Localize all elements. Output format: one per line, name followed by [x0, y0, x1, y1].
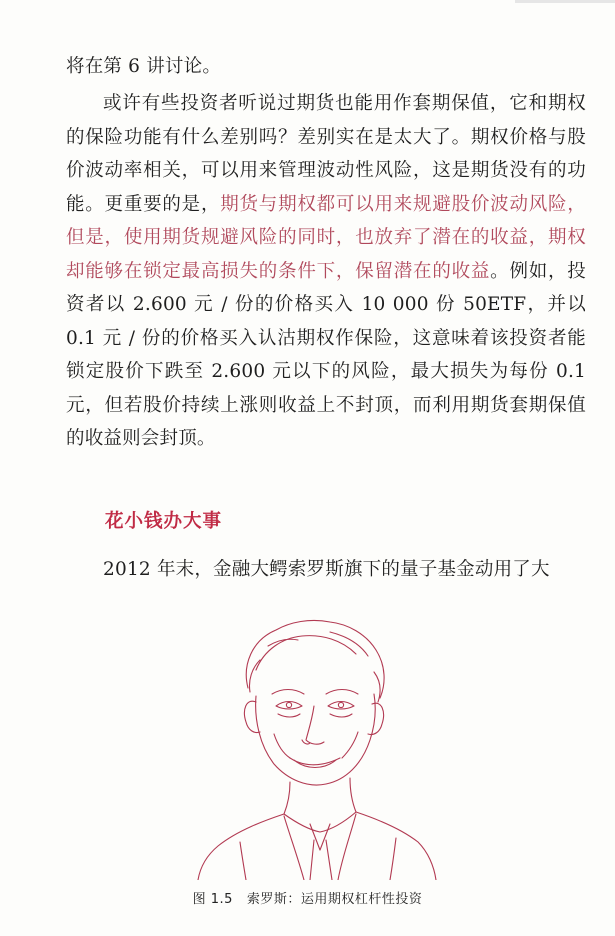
- paragraph-2-highlight: 期货与期权都可以用来规避股价波动风险，但是，使用期货规避风险的同时，也放弃了潜在的收益，期权却能够在锁定最高损失的条件下，保留潜在的收益: [66, 193, 586, 282]
- paragraph-2-text-b: 。例如，投资者以 2.600 元 / 份的价格买入 10 000 份 50ETF，并以 0.1 元 / 份的价格买入认沽期权作保险，这意味着该投资者能锁定股价下跌至 2.600 元以下的风险，最大损失为每份 0.1 元，但若股价持续上涨则收益上不封顶，而利用期货套期保值的收益则会封顶。: [66, 260, 586, 449]
- figure-caption-text: 索罗斯：运用期权杠杆性投资: [246, 892, 423, 907]
- paragraph-3-text: 2012 年末，金融大鳄索罗斯旗下的量子基金动用了大: [103, 559, 550, 580]
- paragraph-2-text-a: 或许有些投资者听说过期货也能用作套期保值，它和期权的保险功能有什么差别吗？差别实在是太大了。期权价格与股价波动率相关，可以用来管理波动性风险，这是期货没有的功能。更重要的是，: [66, 93, 586, 215]
- paragraph-1: [66, 50, 586, 84]
- figure-number: 图 1.5: [192, 892, 233, 907]
- paragraph-2: [66, 87, 586, 456]
- section-subheading: 花小钱办大事: [105, 511, 223, 532]
- paragraph-1-text: 将在第 6 讲讨论。: [66, 56, 222, 77]
- figure-caption: [0, 888, 615, 907]
- paragraph-3: [66, 553, 586, 587]
- page-top-edge: [515, 0, 615, 3]
- soros-sketch-illustration: [190, 610, 440, 880]
